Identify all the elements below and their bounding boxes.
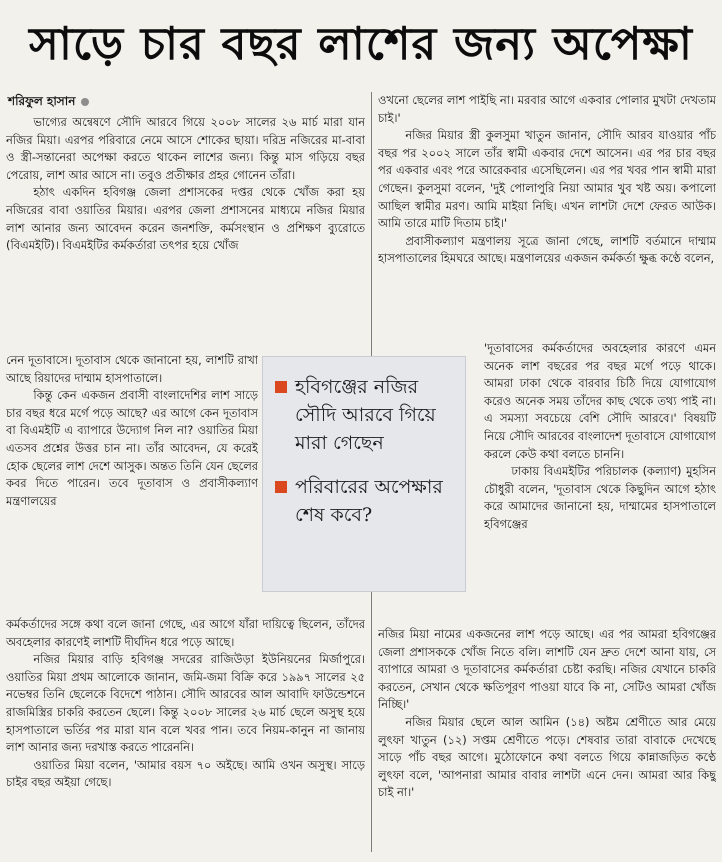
right-column-top — [378, 92, 716, 340]
headline: সাড়ে চার বছর লাশের জন্য অপেক্ষা — [29, 17, 693, 70]
byline-dot-icon — [81, 98, 89, 106]
square-bullet-icon — [275, 481, 287, 493]
paragraph: নজির মিয়ার স্ত্রী কুলসুমা খাতুন জানান, সৌদি আরব যাওয়ার পাঁচ বছর পর ২০০২ সালে তাঁর স্বামী একবার দেশে আসেন। এর পর চার বছর পর একবার এবং পরে আরেকবার এসেছিলেন। এর পর খবর পান স্বামী মারা গেছেন। কুলসুমা বলেন, 'দুই পোলাপুরি নিয়া আমার খুব খষ্ট অয়। কপালো আছিল স্বামীর মরণ। আমি মাইয়া নিছি। এখন লাশটা দেশে ফেরত আউক। আমি তারে মাটি দিতাম চাই।' — [378, 128, 716, 231]
paragraph: নজির মিয়ার ছেলে আল আমিন (১৪) অষ্টম শ্রেণীতে আর মেয়ে লুৎফা খাতুন (১২) সপ্তম শ্রেণীতে পড়ে। শেষবার তারা বাবাকে দেখেছে সাড়ে পাঁচ বছর আগে। মুঠোফোনে কথা বলতে গিয়ে কান্নাজড়িত কণ্ঠে লুৎফা বলে, 'আপনারা আমার বাবার লাশটা এনে দেন। আমরা আর কিছু চাই না।' — [378, 714, 716, 800]
right-column-bottom — [378, 626, 716, 856]
pull-quote-text: হবিগঞ্জের নজির সৌদি আরবে গিয়ে মারা গেছেন — [295, 376, 436, 454]
left-column-top — [6, 114, 365, 352]
paragraph: নজির মিয়ার বাড়ি হবিগঞ্জ সদরের রাজিউড়া ইউনিয়নের মির্জাপুরে। ওয়াতির মিয়া প্রথম আলোকে জানান, জমি-জমা বিক্রি করে ১৯৯৭ সালের ২৫ নভেম্বর তিনি ছেলেকে বিদেশে পাঠান। সৌদি আরবের আল আবাদি ফাউন্ডেশনে রাজমিস্ত্রির চাকরি করতেন ছেলে। কিন্তু ২০০৮ সালের ২৬ মার্চ ছেলে অসুস্থ হয়ে হাসপাতালে ভর্তির পর মারা যান বলে খবর পান। তবে নিয়ম-কানুন না জানায় লাশ আনার জন্য দরখাস্ত করতে পারেননি। — [6, 652, 365, 755]
pull-quote-text: পরিবারের অপেক্ষার শেষ কবে? — [295, 476, 443, 526]
paragraph: প্রবাসীকল্যাণ মন্ত্রণালয় সূত্রে জানা গেছে, লাশটি বর্তমানে দাম্মাম হাসপাতালের হিমঘরে আছে। মন্ত্রণালয়ের একজন কর্মকর্তা ক্ষুব্ধ কণ্ঠে বলেন, — [378, 233, 716, 266]
paragraph: কিন্তু কেন একজন প্রবাসী বাংলাদেশির লাশ সাড়ে চার বছর ধরে মর্গে পড়ে আছে? এর আগে কেন দূতাবাস বা বিএমইটি এ ব্যাপারে উদ্যোগ নিল না? ওয়াতির মিয়া এতসব প্রশ্নের উত্তর চান না। তাঁর আবেদন, যে করেই হোক ছেলের লাশ দেশে আসুক। অন্তত তিনি যেন ছেলের কবর দিতে পারেন। তবে দূতাবাস ও প্রবাসীকল্যাণ মন্ত্রণালয়ের — [6, 388, 258, 508]
left-column-bottom — [6, 616, 365, 856]
square-bullet-icon — [275, 381, 287, 393]
paragraph: ওখনো ছেলের লাশ পাইছি না। মরবার আগে একবার পোলার মুখটা দেখতাম চাই।' — [378, 93, 716, 125]
paragraph: 'দূতাবাসের কর্মকর্তাদের অবহেলার কারণে এমন অনেক লাশ বছরের পর বছর মর্গে পড়ে থাকে। আমরা ঢাকা থেকে বারবার চিঠি দিয়ে যোগাযোগ করেও অনেক সময় তাঁদের কাছ থেকে তথ্য পাই না। এ সমস্যা সবচেয়ে বেশি সৌদি আরবে।' বিষয়টি নিয়ে সৌদি আরবের বাংলাদেশ দূতাবাসে যোগাযোগ করলে কেউ কথা বলতে চাননি। — [484, 341, 716, 461]
pull-quote-box — [262, 356, 466, 592]
pull-quote-item — [275, 473, 457, 529]
paragraph: ওয়াতির মিয়া বলেন, 'আমার বয়স ৭০ অইছে। আমি ওখন অসুস্থ। সাড়ে চাইর বছর অইয়া গেছে। — [6, 757, 365, 790]
byline — [8, 92, 368, 110]
paragraph: হঠাৎ একদিন হবিগঞ্জ জেলা প্রশাসকের দপ্তর থেকে খোঁজ করা হয় নজিরের বাবা ওয়াতির মিয়ার। এরপর জেলা প্রশাসনের মাধ্যমে নজির মিয়ার লাশ আনার জন্য আবেদন করেন জনশক্তি, কর্মসংস্থান ও প্রশিক্ষণ ব্যুরোতে (বিএমইটি)। বিএমইটির কর্মকর্তারা তৎপর হয়ে খোঁজ — [6, 185, 365, 253]
left-column-middle — [6, 352, 258, 616]
author-name: শরিফুল হাসান — [8, 94, 76, 108]
paragraph: কর্মকর্তাদের সঙ্গে কথা বলে জানা গেছে, এর আগে যাঁরা দায়িত্বে ছিলেন, তাঁদের অবহেলার কারণেই লাশটি দীর্ঘদিন ধরে পড়ে আছে। — [6, 617, 365, 649]
paragraph: নজির মিয়া নামের একজনের লাশ পড়ে আছে। এর পর আমরা হবিগঞ্জের জেলা প্রশাসককে খোঁজ নিতে বলি। লাশটি যেন দ্রুত দেশে আনা যায়, সে ব্যাপারে আমরা ও দূতাবাসের কর্মকর্তারা চেষ্টা করছি। নজির যেখানে চাকরি করতেন, সেখান থেকে ক্ষতিপূরণ পাওয়া যাবে কি না, সেটিও আমরা খোঁজ নিচ্ছি।' — [378, 627, 716, 712]
paragraph: ভাগ্যের অন্বেষণে সৌদি আরবে গিয়ে ২০০৮ সালের ২৬ মার্চ মারা যান নজির মিয়া। এরপর পরিবারে নেমে আসে শোকের ছায়া। দরিদ্র নজিরের মা-বাবা ও স্ত্রী-সন্তানেরা অপেক্ষা করতে থাকেন লাশের জন্য। কিন্তু মাস গড়িয়ে বছর পেরোয়, লাশ আর আসে না। তবুও প্রতীক্ষার প্রহর গোনেন তাঁরা। — [6, 115, 365, 182]
paragraph: ঢাকায় বিএমইটির পরিচালক (কল্যাণ) মুহসিন চৌধুরী বলেন, 'দূতাবাস থেকে কিছুদিন আগে হঠাৎ করে আমাদের জানানো হয়, দাম্মামের হাসপাতালে হবিগঞ্জের — [484, 464, 716, 531]
paragraph: নেন দূতাবাসে। দূতাবাস থেকে জানানো হয়, লাশটি রাখা আছে রিয়াদের দাম্মাম হাসপাতালে। — [6, 353, 258, 385]
right-column-middle — [484, 340, 716, 626]
pull-quote-item — [275, 373, 457, 457]
